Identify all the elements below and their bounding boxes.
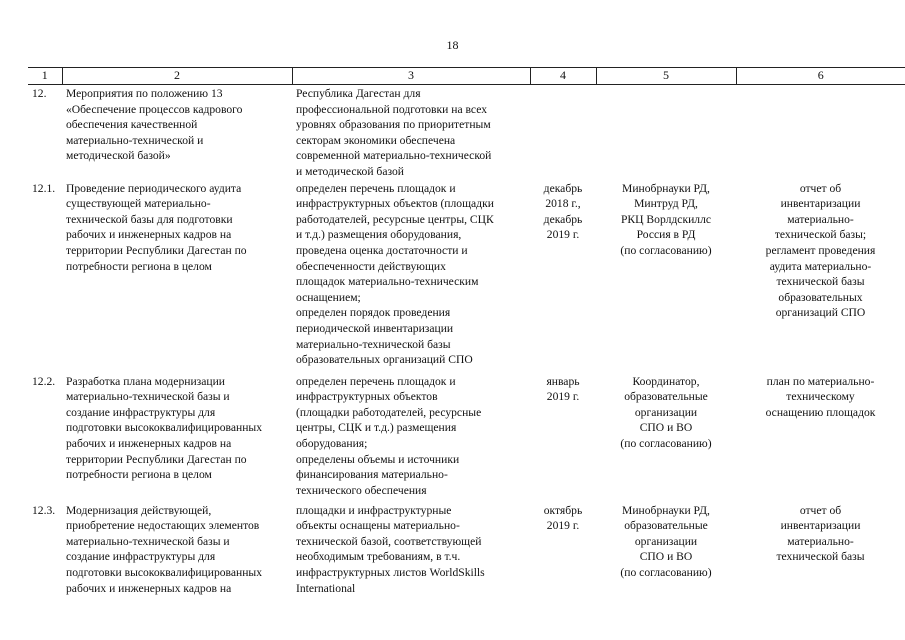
deadline-cell: октябрь 2019 г. (543, 503, 583, 533)
row-number: 12.2. (32, 374, 56, 388)
row-number: 12.1. (32, 181, 56, 195)
table-row (28, 180, 905, 373)
result-cell: определен перечень площадок и инфраструктурных объектов (площадки работодателей, ресурсные центры, СЦК и т.д.) размещения оборудования; определены объемы и источники финансирования материально- технического обеспечения (296, 374, 482, 497)
deadline-cell: декабрь 2018 г., декабрь 2019 г. (543, 181, 583, 242)
document-cell: план по материально- техническому оснащению площадок (765, 374, 876, 419)
result-cell: Республика Дагестан для профессиональной подготовки на всех уровнях образования по приоритетным секторам экономики обеспечена современной материально-технической и методической базой (296, 87, 492, 178)
row-number: 12.3. (32, 503, 56, 517)
column-number: 1 (28, 68, 62, 85)
column-number: 2 (62, 68, 292, 85)
result-cell: определен перечень площадок и инфраструктурных объектов (площадки работодателей, ресурсные центры, СЦК и т.д.) размещения оборудования, проведена оценка достаточности и обеспеченности действующих площадок материально-техническим оснащением; определен порядок проведения периодической инвентаризации материально-технической базы образовательных организаций СПО (296, 181, 494, 367)
responsible-cell (596, 85, 736, 180)
column-number: 5 (596, 68, 736, 85)
responsible-cell: Минобрнауки РД, образовательные организации СПО и ВО (по согласованию) (620, 503, 712, 579)
activity-cell: Проведение периодического аудита существующей материально- технической базы для подготовки рабочих и инженерных кадров на территории Республики Дагестан по потребности региона в целом (66, 181, 247, 273)
result-cell: площадки и инфраструктурные объекты оснащены материально- технической базой, соответствующей необходимым требованиям, в т.ч. инфраструктурных листов WorldSkills International (296, 503, 485, 595)
table-row (28, 85, 905, 180)
activity-cell: Мероприятия по положению 13 «Обеспечение процессов кадрового обеспечения качественной материально-технической и методической базой» (66, 87, 243, 163)
deadline-cell (530, 85, 596, 180)
column-number: 6 (736, 68, 905, 85)
deadline-cell: январь 2019 г. (546, 374, 580, 404)
document-cell (736, 85, 905, 180)
document-cell: отчет об инвентаризации материально- технической базы (776, 503, 865, 564)
activity-cell: Модернизация действующей, приобретение недостающих элементов материально-технической базы и создание инфраструктуры для подготовки высококвалифицированных рабочих и инженерных кадров на (66, 503, 263, 595)
column-number: 4 (530, 68, 596, 85)
table-row (28, 373, 905, 502)
column-number: 3 (292, 68, 530, 85)
column-number-row (28, 68, 905, 85)
responsible-cell: Координатор, образовательные организации СПО и ВО (по согласованию) (620, 374, 712, 450)
responsible-cell: Минобрнауки РД, Минтруд РД, РКЦ Ворлдскиллс Россия в РД (по согласованию) (620, 181, 712, 257)
plan-table (28, 67, 905, 613)
page-number: 18 (446, 38, 459, 52)
row-number: 12. (32, 87, 47, 100)
table-row (28, 502, 905, 613)
document-cell: отчет об инвентаризации материально- технической базы; регламент проведения аудита материально- технической базы образовательных организаций СПО (765, 181, 876, 320)
activity-cell: Разработка плана модернизации материально-технической базы и создание инфраструктуры для подготовки высококвалифицированных рабочих и инженерных кадров на территории Республики Дагестан по потребности региона в целом (66, 374, 263, 482)
